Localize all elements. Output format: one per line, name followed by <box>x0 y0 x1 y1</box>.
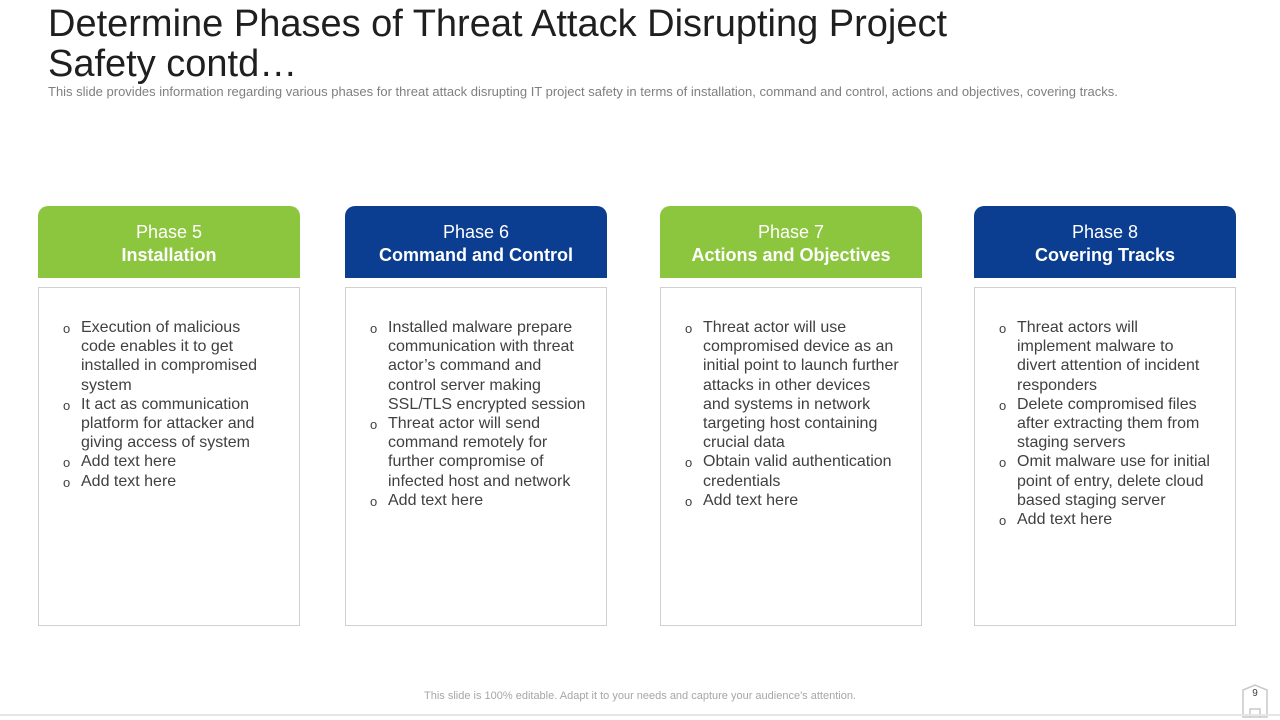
list-item-text: Threat actors will implement malware to divert attention of incident responders <box>1017 319 1200 394</box>
bullet-list <box>999 318 1215 529</box>
list-item-text: Add text here <box>81 472 177 490</box>
list-item-text: Add text here <box>703 491 799 509</box>
list-item <box>370 414 586 491</box>
phase-card-body <box>38 287 300 626</box>
list-item <box>999 510 1215 529</box>
phase-number: Phase 6 <box>442 222 510 242</box>
bullet-icon: o <box>370 493 378 509</box>
phase-name: Covering Tracks <box>1034 245 1176 265</box>
bullet-list <box>685 318 901 510</box>
bullet-icon: o <box>370 321 378 336</box>
phase-card-6 <box>345 206 607 509</box>
phase-name: Actions and Objectives <box>691 245 891 265</box>
bullet-list <box>63 318 279 491</box>
list-item-text: Omit malware use for initial point of entry, delete cloud based staging server <box>1017 453 1210 509</box>
phase-card-header <box>660 206 922 278</box>
phase-card-header <box>38 206 300 278</box>
list-item-text: Threat actor will use compromised device as an initial point to launch further attacks in other devices and systems in network targeting host containing crucial data <box>703 319 899 452</box>
list-item <box>685 318 901 452</box>
list-item-text: Add text here <box>1017 511 1113 529</box>
phase-card-header <box>345 206 607 278</box>
list-item-text: Delete compromised files after extracting them from staging servers <box>1017 395 1200 452</box>
list-item <box>685 491 901 510</box>
bullet-icon: o <box>685 493 693 509</box>
phase-number: Phase 7 <box>757 222 825 242</box>
bullet-icon: o <box>370 417 378 433</box>
list-item <box>999 395 1215 453</box>
phase-card-5 <box>38 206 300 490</box>
list-item <box>63 452 279 471</box>
list-item <box>999 452 1215 510</box>
phase-card-body <box>974 287 1236 626</box>
page-number: 9 <box>1252 688 1258 699</box>
list-item-text: Threat actor will send command remotely for further compromise of infected host and network <box>388 415 571 490</box>
phase-card-header <box>974 206 1236 278</box>
bullet-icon: o <box>685 321 693 336</box>
slide-subtitle: This slide provides information regarding various phases for threat attack disrupting IT project safety in terms of installation, command and control, actions and objectives, covering tracks. <box>48 84 1118 99</box>
list-item <box>63 472 279 491</box>
list-item-text: It act as communication platform for attacker and giving access of system <box>81 395 255 452</box>
phase-number: Phase 8 <box>1071 222 1139 242</box>
list-item <box>685 452 901 490</box>
list-item <box>370 318 586 414</box>
phase-card-7 <box>660 206 922 509</box>
phase-number: Phase 5 <box>135 222 203 242</box>
bullet-list <box>370 318 586 510</box>
list-item <box>63 318 279 395</box>
bottom-divider <box>0 714 1280 716</box>
list-item-text: Installed malware prepare communication with threat actor’s command and control server making SSL/TLS encrypted session <box>388 319 586 413</box>
bullet-icon: o <box>999 455 1007 471</box>
list-item-text: Add text here <box>388 491 484 509</box>
bullet-icon: o <box>999 397 1007 413</box>
slide-title: Determine Phases of Threat Attack Disrupting Project Safety contd… <box>48 3 948 85</box>
bullet-icon: o <box>685 455 693 471</box>
phase-name: Installation <box>121 245 217 265</box>
list-item-text: Obtain valid authentication credentials <box>703 453 892 490</box>
list-item <box>999 318 1215 395</box>
bullet-icon: o <box>63 397 71 413</box>
phase-card-8 <box>974 206 1236 529</box>
bullet-icon: o <box>999 321 1007 336</box>
phase-name: Command and Control <box>379 245 573 265</box>
list-item <box>370 491 586 510</box>
bullet-icon: o <box>999 513 1007 529</box>
bullet-icon: o <box>63 474 71 490</box>
bullet-icon: o <box>63 321 71 336</box>
list-item-text: Execution of malicious code enables it to get installed in compromised system <box>81 319 258 394</box>
phase-card-body <box>345 287 607 626</box>
footer-note: This slide is 100% editable. Adapt it to your needs and capture your audience's attention. <box>424 690 856 702</box>
list-item <box>63 395 279 453</box>
bullet-icon: o <box>63 455 71 471</box>
list-item-text: Add text here <box>81 453 177 471</box>
phase-card-body <box>660 287 922 626</box>
